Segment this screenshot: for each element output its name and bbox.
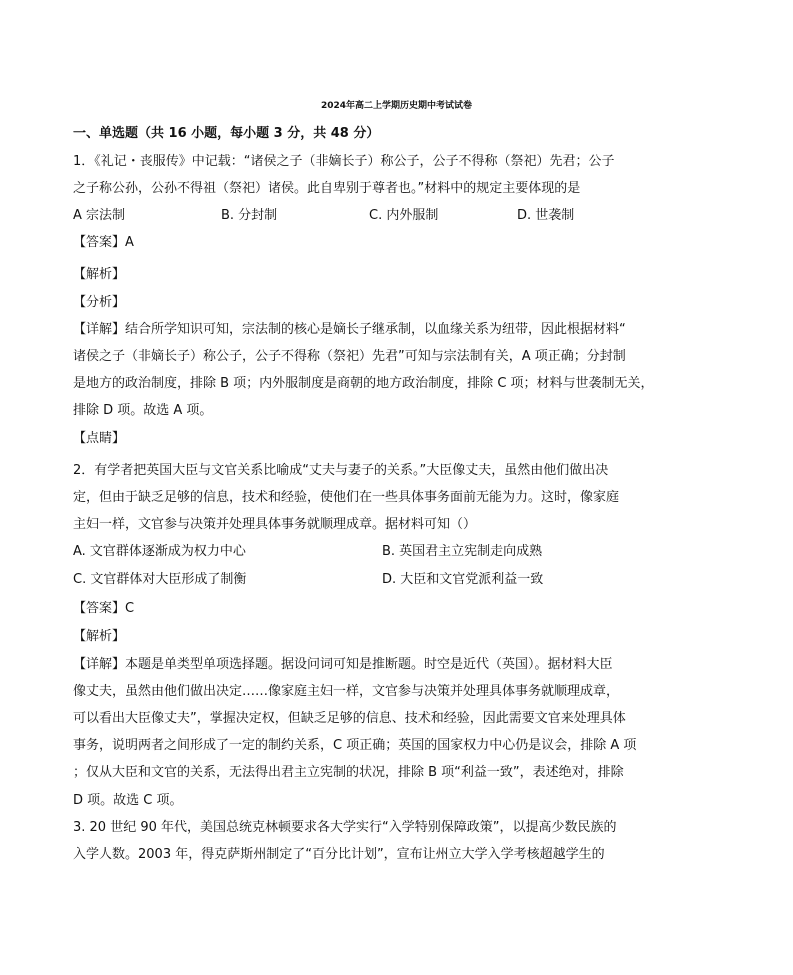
q2-analysis-label: 【解析】	[73, 629, 126, 644]
q1-fenxi-label: 【分析】	[73, 295, 126, 310]
q1-answer: 【答案】A	[73, 235, 134, 250]
q1-detail-line: 是地方的政治制度，排除 B 项；内外服制度是商朝的地方政治制度，排除 C 项；材料与世袭制无关，	[73, 376, 654, 391]
q1-stem-line: 之子称公孙，公孙不得祖（祭祀）诸侯。此自卑别于尊者也。”材料中的规定主要体现的是	[73, 181, 581, 196]
q2-stem-line: 2．有学者把英国大臣与文官关系比喻成“丈夫与妻子的关系。”大臣像丈夫，虽然由他们做出决	[73, 463, 609, 478]
q2-detail-line: 可以看出大臣像丈夫”，掌握决定权，但缺乏足够的信息、技术和经验，因此需要文官来处理具体	[73, 711, 626, 726]
q2-answer: 【答案】C	[73, 601, 135, 616]
q2-detail-line: 事务，说明两者之间形成了一定的制约关系，C 项正确；英国的国家权力中心仍是议会，排除 A 项	[73, 738, 637, 753]
q1-option-a: A 宗法制	[73, 208, 126, 223]
q1-option-c: C. 内外服制	[369, 208, 439, 223]
q1-detail-line: 【详解】结合所学知识可知，宗法制的核心是嫡长子继承制，以血缘关系为纽带，因此根据材料“	[73, 322, 626, 337]
q1-detail-line: 诸侯之子（非嫡长子）称公子，公子不得称（祭祀）先君”可知与宗法制有关，A 项正确；分封制	[73, 349, 626, 364]
q1-detail-line: 排除 D 项。故选 A 项。	[73, 403, 213, 418]
q2-stem-line: 主妇一样，文官参与决策并处理具体事务就顺理成章。据材料可知（）	[73, 517, 477, 532]
q1-dianjing-label: 【点睛】	[73, 431, 126, 446]
q2-option-b: B. 英国君主立宪制走向成熟	[382, 544, 543, 559]
q2-detail-line: 【详解】本题是单类型单项选择题。据设问词可知是推断题。时空是近代（英国）。据材料大臣	[73, 657, 613, 672]
q1-stem-line: 1．《礼记・丧服传》中记载：“诸侯之子（非嫡长子）称公子，公子不得称（祭祀）先君；公子	[73, 154, 615, 169]
q2-stem-line: 定，但由于缺乏足够的信息，技术和经验，使他们在一些具体事务面前无能为力。这时，像家庭	[73, 490, 620, 505]
q1-option-d: D. 世袭制	[517, 208, 575, 223]
q2-detail-line: 像丈夫，虽然由他们做出决定……像家庭主妇一样，文官参与决策并处理具体事务就顺理成章，	[73, 684, 620, 699]
q1-analysis-label: 【解析】	[73, 267, 126, 282]
q2-option-c: C. 文官群体对大臣形成了制衡	[73, 572, 247, 587]
q2-option-d: D. 大臣和文官党派利益一致	[382, 572, 544, 587]
page-title: 2024年高二上学期历史期中考试试卷	[320, 101, 473, 111]
section-heading: 一、单选题（共 16 小题，每小题 3 分，共 48 分）	[73, 126, 380, 141]
q1-option-b: B. 分封制	[221, 208, 278, 223]
q3-stem-line: 入学人数。2003 年，得克萨斯州制定了“百分比计划”，宣布让州立大学入学考核超越学生的	[73, 847, 605, 862]
q2-detail-line: ；仅从大臣和文官的关系，无法得出君主立宪制的状况，排除 B 项“利益一致”，表述绝对，排除	[73, 765, 624, 780]
q2-detail-line: D 项。故选 C 项。	[73, 793, 183, 808]
q3-stem-line: 3. 20 世纪 90 年代，美国总统克林顿要求各大学实行“入学特别保障政策”，以提高少数民族的	[73, 820, 617, 835]
q2-option-a: A. 文官群体逐渐成为权力中心	[73, 544, 246, 559]
